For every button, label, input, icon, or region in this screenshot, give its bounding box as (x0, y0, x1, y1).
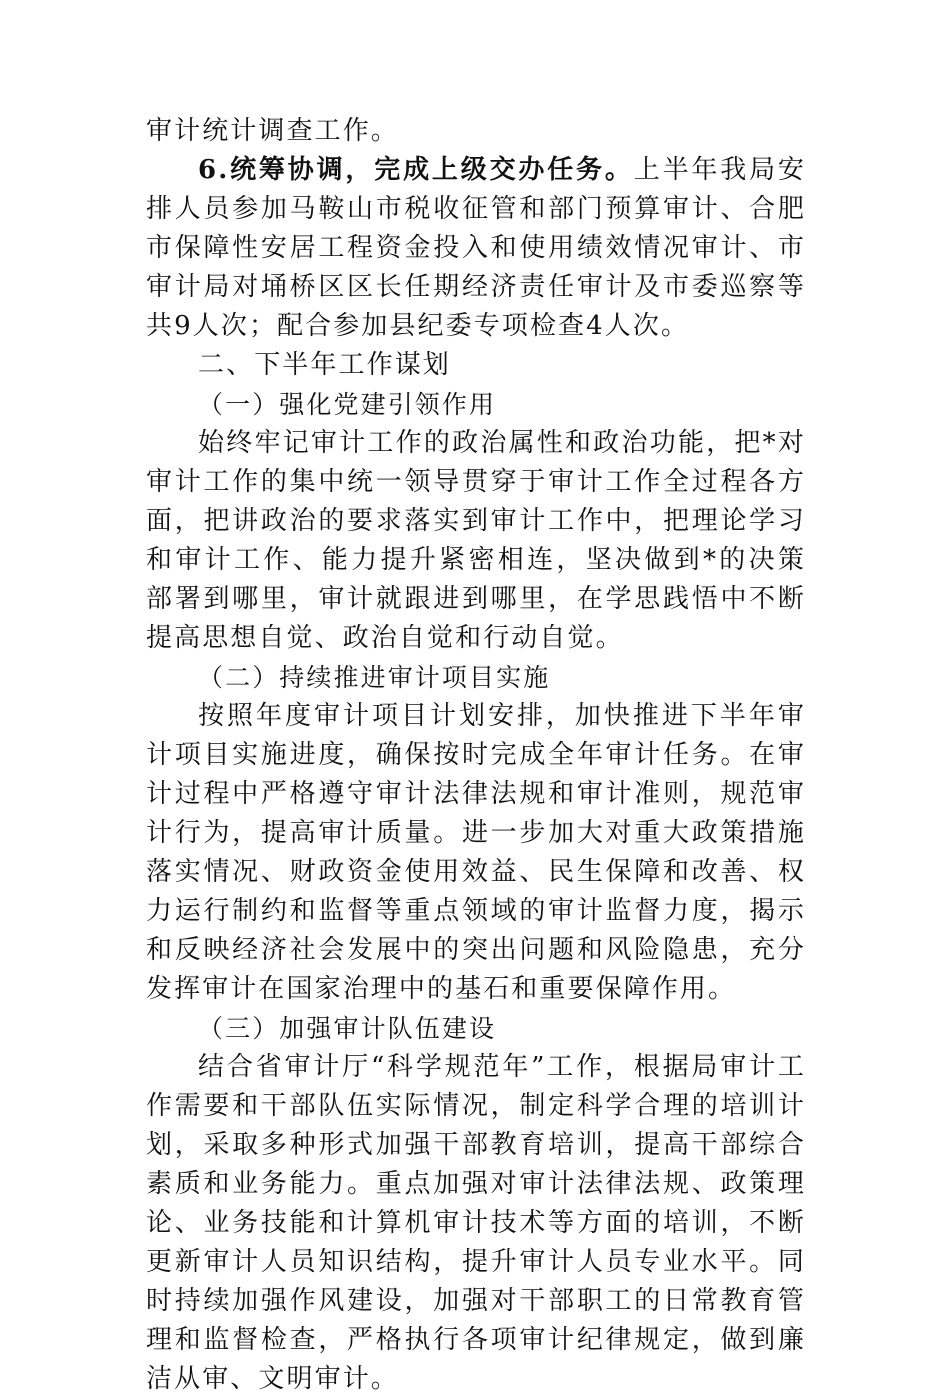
subsection-heading-3: （三）加强审计队伍建设 (198, 1014, 497, 1043)
paragraph-body: 上半年我局安排人员参加马鞍山市税收征管和部门预算审计、合肥市保障性安居工程资金投入和使用绩效情况审计、市审计局对埇桥区区长任期经济责任审计及市委巡察等共9人次；配合参加县纪委专项检查4人次。 (146, 155, 806, 341)
paragraph-task-6 (146, 151, 806, 346)
paragraph-audit-projects: 按照年度审计项目计划安排，加快推进下半年审计项目实施进度，确保按时完成全年审计任务。在审计过程中严格遵守审计法律法规和审计准则，规范审计行为，提高审计质量。进一步加大对重大政策措施落实情况、财政资金使用效益、民生保障和改善、权力运行制约和监督等重点领域的审计监督力度，揭示和反映经济社会发展中的突出问题和风险隐患，充分发挥审计在国家治理中的基石和重要保障作用。 (146, 701, 806, 1004)
paragraph-continuation: 审计统计调查工作。 (146, 116, 399, 146)
subsection-heading-1: （一）强化党建引领作用 (198, 390, 497, 419)
document-body (146, 112, 806, 1399)
paragraph-party-building: 始终牢记审计工作的政治属性和政治功能，把*对审计工作的集中统一领导贯穿于审计工作全过程各方面，把讲政治的要求落实到审计工作中，把理论学习和审计工作、能力提升紧密相连，坚决做到*的决策部署到哪里，审计就跟进到哪里，在学思践悟中不断提高思想自觉、政治自觉和行动自觉。 (146, 428, 806, 653)
section-heading: 二、下半年工作谋划 (198, 350, 451, 380)
paragraph-lead-bold: 6.统筹协调，完成上级交办任务。 (198, 155, 634, 185)
paragraph-team-building: 结合省审计厅“科学规范年”工作，根据局审计工作需要和干部队伍实际情况，制定科学合理的培训计划，采取多种形式加强干部教育培训，提高干部综合素质和业务能力。重点加强对审计法律法规、政策理论、业务技能和计算机审计技术等方面的培训，不断更新审计人员知识结构，提升审计人员专业水平。同时持续加强作风建设，加强对干部职工的日常教育管理和监督检查，严格执行各项审计纪律规定，做到廉洁从审、文明审计。 (146, 1052, 806, 1394)
subsection-heading-2: （二）持续推进审计项目实施 (198, 663, 551, 692)
